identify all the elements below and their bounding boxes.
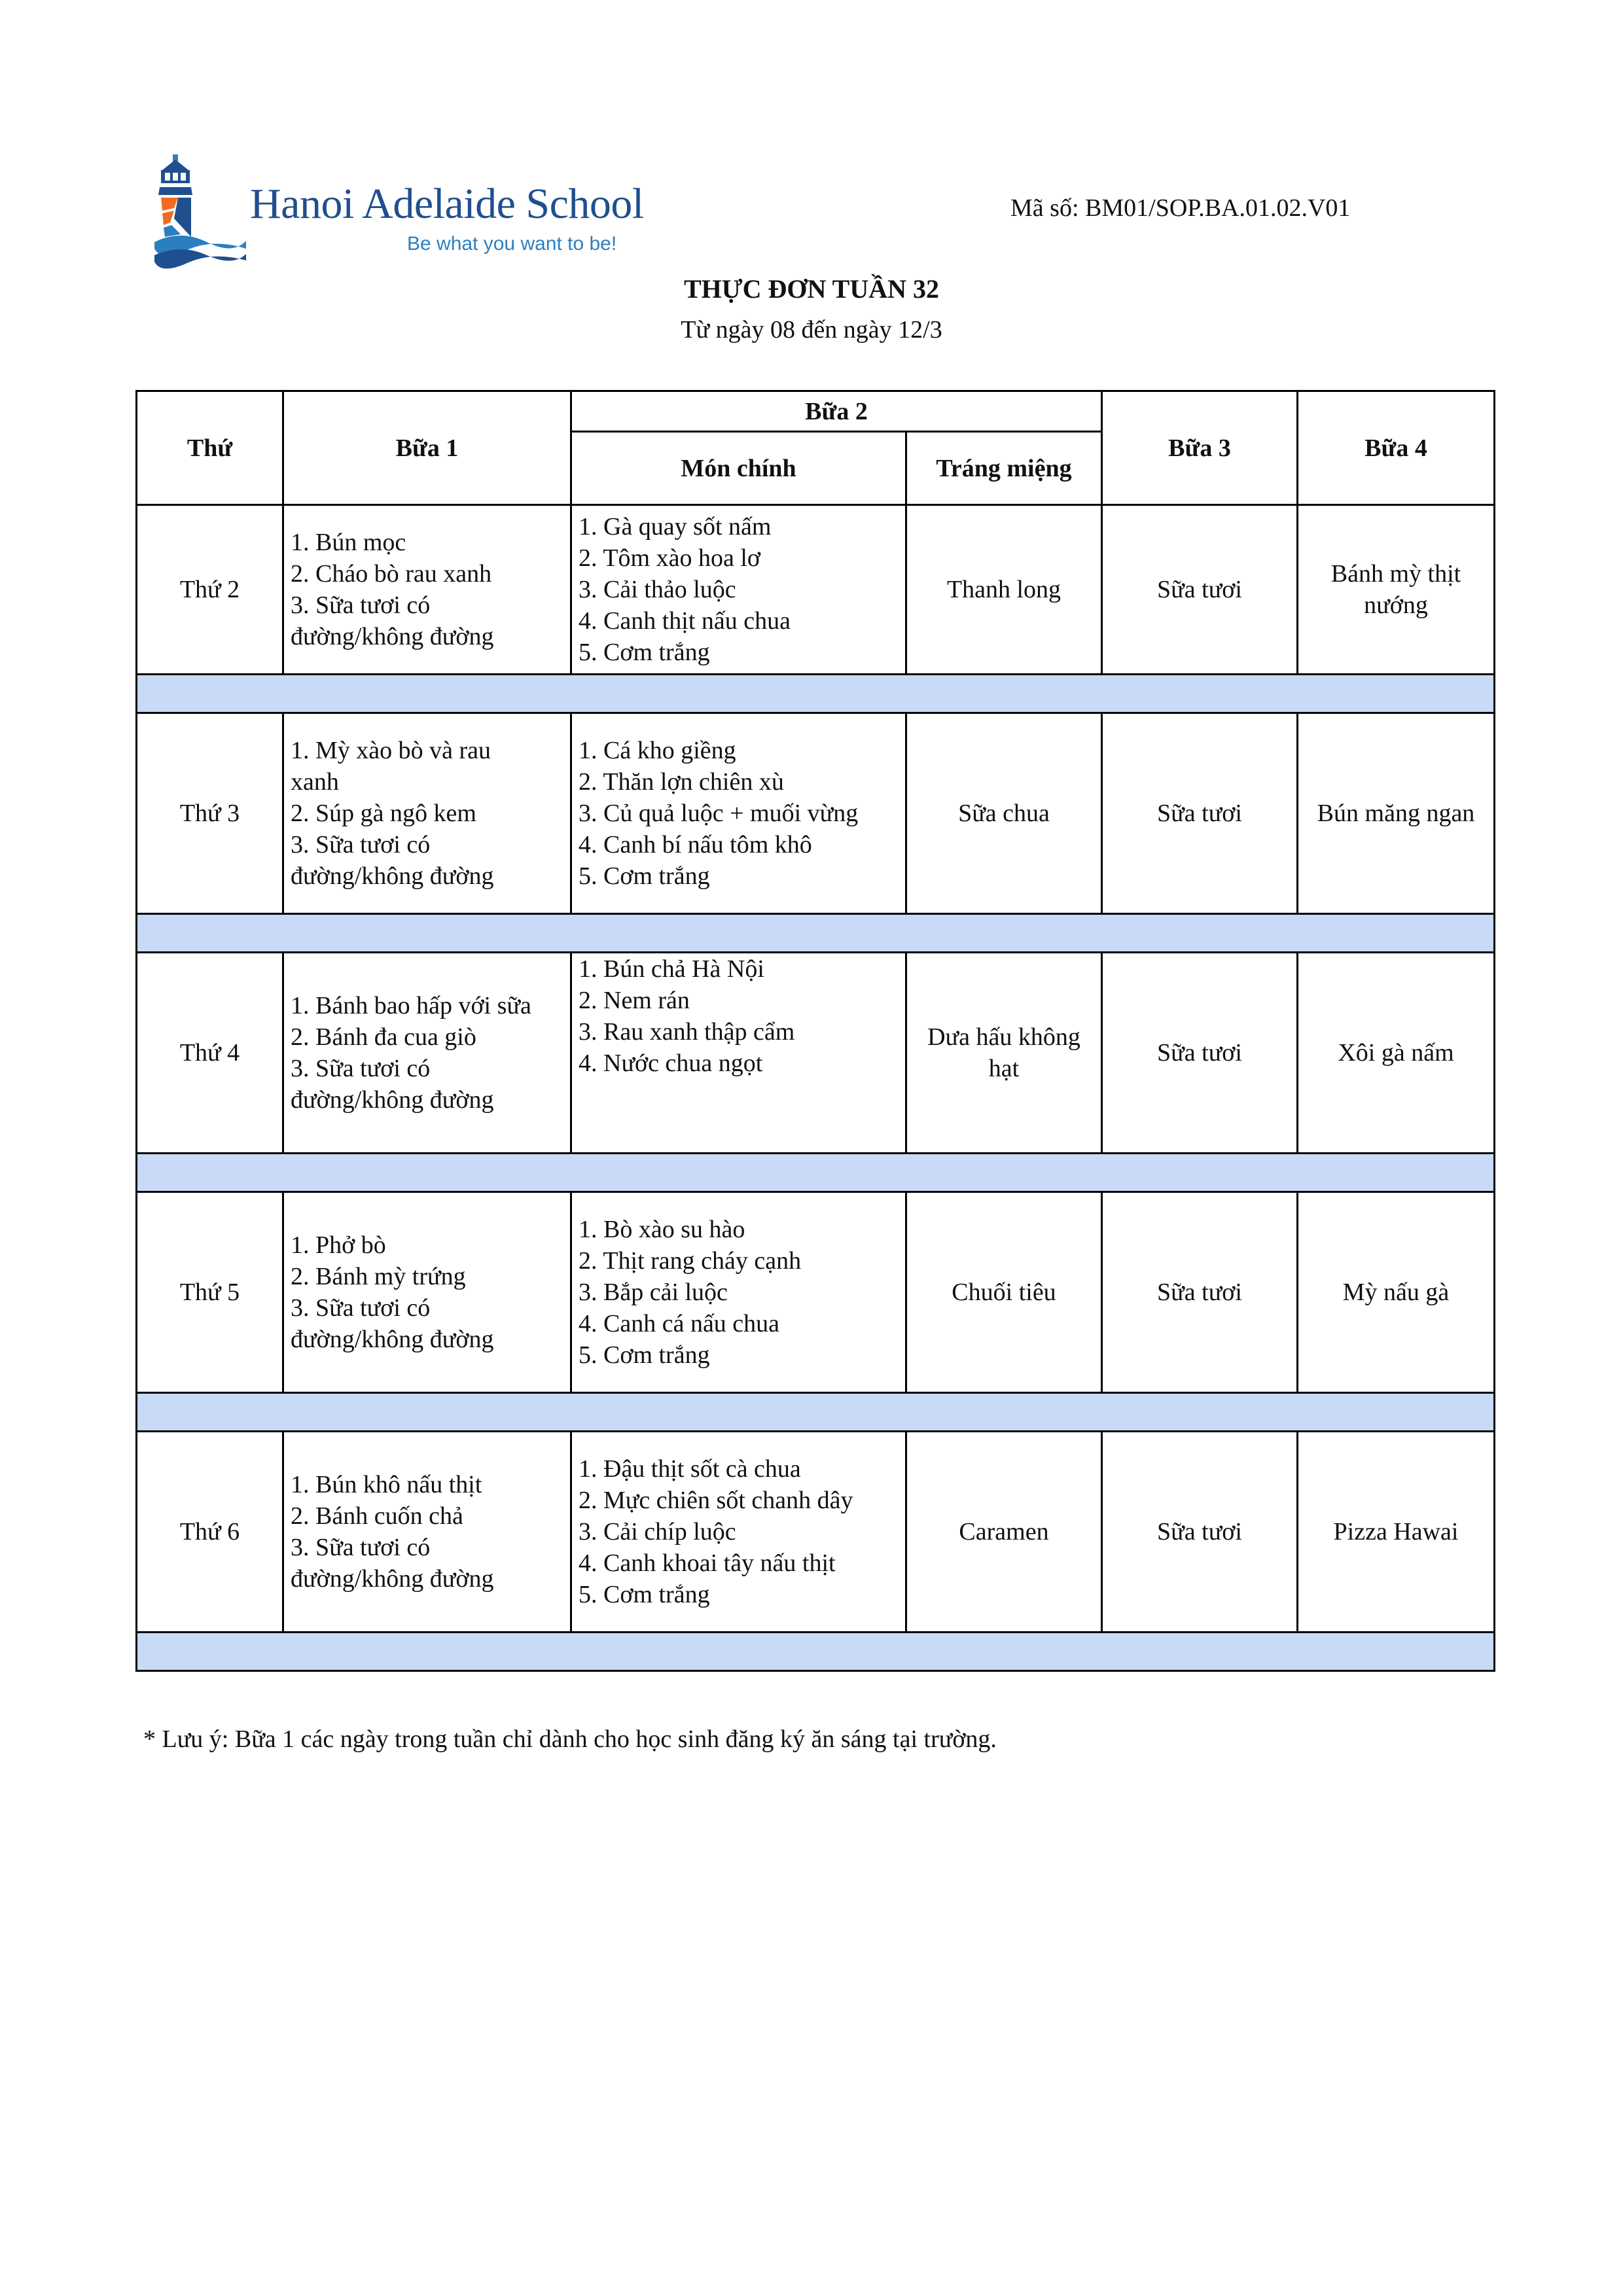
cell-line: Mỳ nấu gà — [1342, 1279, 1450, 1306]
cell-line: 2. Mực chiên sốt chanh dây — [579, 1487, 853, 1514]
cell-line: 2. Thăn lợn chiên xù — [579, 768, 784, 796]
cell-line: 1. Bún khô nấu thịt — [291, 1471, 482, 1498]
cell-mon-chinh — [571, 505, 906, 675]
cell-line: 3. Sữa tươi có — [291, 1534, 431, 1561]
separator-row — [137, 675, 1495, 713]
cell-bua1 — [283, 1432, 571, 1633]
cell-bua3: Sữa tươi — [1102, 505, 1298, 675]
logo-school-name: Hanoi Adelaide School — [250, 180, 644, 228]
cell-bua4 — [1298, 713, 1495, 914]
cell-line: 1. Bò xào su hào — [579, 1216, 745, 1243]
header-bua3: Bữa 3 — [1102, 391, 1298, 505]
cell-line: 4. Canh cá nấu chua — [579, 1310, 780, 1337]
table-header — [137, 391, 1495, 505]
separator-row — [137, 1154, 1495, 1192]
cell-line: 5. Cơm trắng — [579, 639, 710, 666]
table-body — [137, 505, 1495, 1671]
cell-trang-mieng — [906, 1432, 1102, 1633]
cell-line: 4. Canh thịt nấu chua — [579, 607, 791, 635]
cell-line: 4. Canh khoai tây nấu thịt — [579, 1549, 836, 1577]
cell-line: xanh — [291, 768, 339, 796]
separator-row — [137, 914, 1495, 953]
table-row — [137, 1432, 1495, 1633]
cell-line: hạt — [988, 1055, 1020, 1082]
cell-day: Thứ 3 — [137, 713, 283, 914]
cell-bua3: Sữa tươi — [1102, 713, 1298, 914]
cell-line: Caramen — [959, 1518, 1049, 1545]
cell-line: 1. Bánh bao hấp với sữa — [291, 992, 531, 1019]
cell-bua3: Sữa tươi — [1102, 1192, 1298, 1393]
cell-line: 1. Mỳ xào bò và rau — [291, 737, 491, 764]
cell-line: 3. Sữa tươi có — [291, 1055, 431, 1082]
separator-row — [137, 1393, 1495, 1432]
table-row — [137, 713, 1495, 914]
cell-line: đường/không đường — [291, 1565, 494, 1593]
cell-day: Thứ 2 — [137, 505, 283, 675]
cell-line: 3. Bắp cải luộc — [579, 1279, 728, 1306]
cell-bua4 — [1298, 1432, 1495, 1633]
cell-line: 1. Đậu thịt sốt cà chua — [579, 1455, 801, 1483]
separator-cell — [137, 1633, 1495, 1671]
cell-line: Dưa hấu không — [927, 1023, 1080, 1051]
cell-line: đường/không đường — [291, 1326, 494, 1353]
school-logo — [154, 150, 644, 275]
cell-mon-chinh — [571, 1432, 906, 1633]
cell-line: Chuối tiêu — [952, 1279, 1056, 1306]
header-bua1: Bữa 1 — [283, 391, 571, 505]
cell-trang-mieng — [906, 505, 1102, 675]
cell-mon-chinh — [571, 1192, 906, 1393]
cell-line: 3. Sữa tươi có — [291, 831, 431, 858]
page-subtitle: Từ ngày 08 đến ngày 12/3 — [681, 316, 942, 344]
cell-line: 2. Bánh cuốn chả — [291, 1502, 463, 1530]
cell-line: Pizza Hawai — [1333, 1518, 1459, 1545]
header-bua2: Bữa 2 — [571, 391, 1102, 432]
cell-bua1 — [283, 1192, 571, 1393]
cell-bua4 — [1298, 1192, 1495, 1393]
page-title: THỰC ĐƠN TUẦN 32 — [683, 274, 940, 304]
separator-cell — [137, 914, 1495, 953]
cell-line: Xôi gà nấm — [1338, 1039, 1454, 1067]
cell-line: 3. Củ quả luộc + muối vừng — [579, 800, 859, 827]
cell-bua4 — [1298, 505, 1495, 675]
lighthouse-logo-icon — [154, 150, 246, 275]
cell-trang-mieng — [906, 1192, 1102, 1393]
cell-line: 2. Bánh mỳ trứng — [291, 1263, 466, 1290]
logo-tagline: Be what you want to be! — [407, 233, 617, 255]
table-row — [137, 1192, 1495, 1393]
header-mon-chinh: Món chính — [571, 432, 906, 505]
cell-line: đường/không đường — [291, 623, 494, 650]
cell-line: 3. Rau xanh thập cẩm — [579, 1018, 795, 1046]
cell-bua3: Sữa tươi — [1102, 1432, 1298, 1633]
cell-trang-mieng — [906, 713, 1102, 914]
cell-line: 1. Bún mọc — [291, 529, 406, 556]
cell-bua3: Sữa tươi — [1102, 953, 1298, 1154]
cell-line: 3. Cải thảo luộc — [579, 576, 736, 603]
cell-day: Thứ 6 — [137, 1432, 283, 1633]
cell-line: đường/không đường — [291, 862, 494, 890]
cell-line: nướng — [1364, 592, 1428, 619]
cell-line: 3. Sữa tươi có — [291, 1294, 431, 1322]
cell-mon-chinh — [571, 953, 906, 1154]
cell-line: 5. Cơm trắng — [579, 862, 710, 890]
cell-line: Bánh mỳ thịt — [1330, 560, 1461, 588]
cell-day: Thứ 5 — [137, 1192, 283, 1393]
separator-row — [137, 1633, 1495, 1671]
cell-line: 3. Sữa tươi có — [291, 592, 431, 619]
cell-line: 2. Nem rán — [579, 987, 690, 1014]
cell-line: 1. Bún chả Hà Nội — [579, 955, 764, 983]
weekly-menu-table — [135, 390, 1495, 1672]
header-bua4: Bữa 4 — [1298, 391, 1495, 505]
cell-line: 2. Thịt rang cháy cạnh — [579, 1247, 802, 1275]
cell-line: 2. Súp gà ngô kem — [291, 800, 476, 827]
cell-line: Sữa chua — [958, 800, 1050, 827]
cell-line: 1. Gà quay sốt nấm — [579, 513, 772, 540]
header-thu: Thứ — [137, 391, 283, 505]
cell-line: 4. Canh bí nấu tôm khô — [579, 831, 812, 858]
cell-trang-mieng — [906, 953, 1102, 1154]
header-trang-mieng: Tráng miệng — [906, 432, 1102, 505]
separator-cell — [137, 1393, 1495, 1432]
cell-line: 5. Cơm trắng — [579, 1341, 710, 1369]
cell-line: đường/không đường — [291, 1086, 494, 1114]
cell-bua4 — [1298, 953, 1495, 1154]
cell-line: 1. Phở bò — [291, 1231, 386, 1259]
cell-line: 3. Cải chíp luộc — [579, 1518, 736, 1545]
cell-bua1 — [283, 505, 571, 675]
cell-line: 5. Cơm trắng — [579, 1581, 710, 1608]
cell-line: 1. Cá kho giềng — [579, 737, 736, 764]
cell-line: Bún măng ngan — [1317, 800, 1475, 827]
cell-bua1 — [283, 953, 571, 1154]
cell-bua1 — [283, 713, 571, 914]
separator-cell — [137, 675, 1495, 713]
separator-cell — [137, 1154, 1495, 1192]
table-row — [137, 505, 1495, 675]
cell-line: 2. Tôm xào hoa lơ — [579, 544, 760, 572]
cell-line: 2. Cháo bò rau xanh — [291, 560, 492, 588]
table-row — [137, 953, 1495, 1154]
cell-line: 4. Nước chua ngọt — [579, 1050, 763, 1077]
cell-line: 2. Bánh đa cua giò — [291, 1023, 476, 1051]
cell-day: Thứ 4 — [137, 953, 283, 1154]
footnote: * Lưu ý: Bữa 1 các ngày trong tuần chỉ dành cho học sinh đăng ký ăn sáng tại trường. — [143, 1725, 997, 1753]
document-code: Mã số: BM01/SOP.BA.01.02.V01 — [1010, 194, 1351, 222]
cell-mon-chinh — [571, 713, 906, 914]
cell-line: Thanh long — [946, 576, 1061, 603]
